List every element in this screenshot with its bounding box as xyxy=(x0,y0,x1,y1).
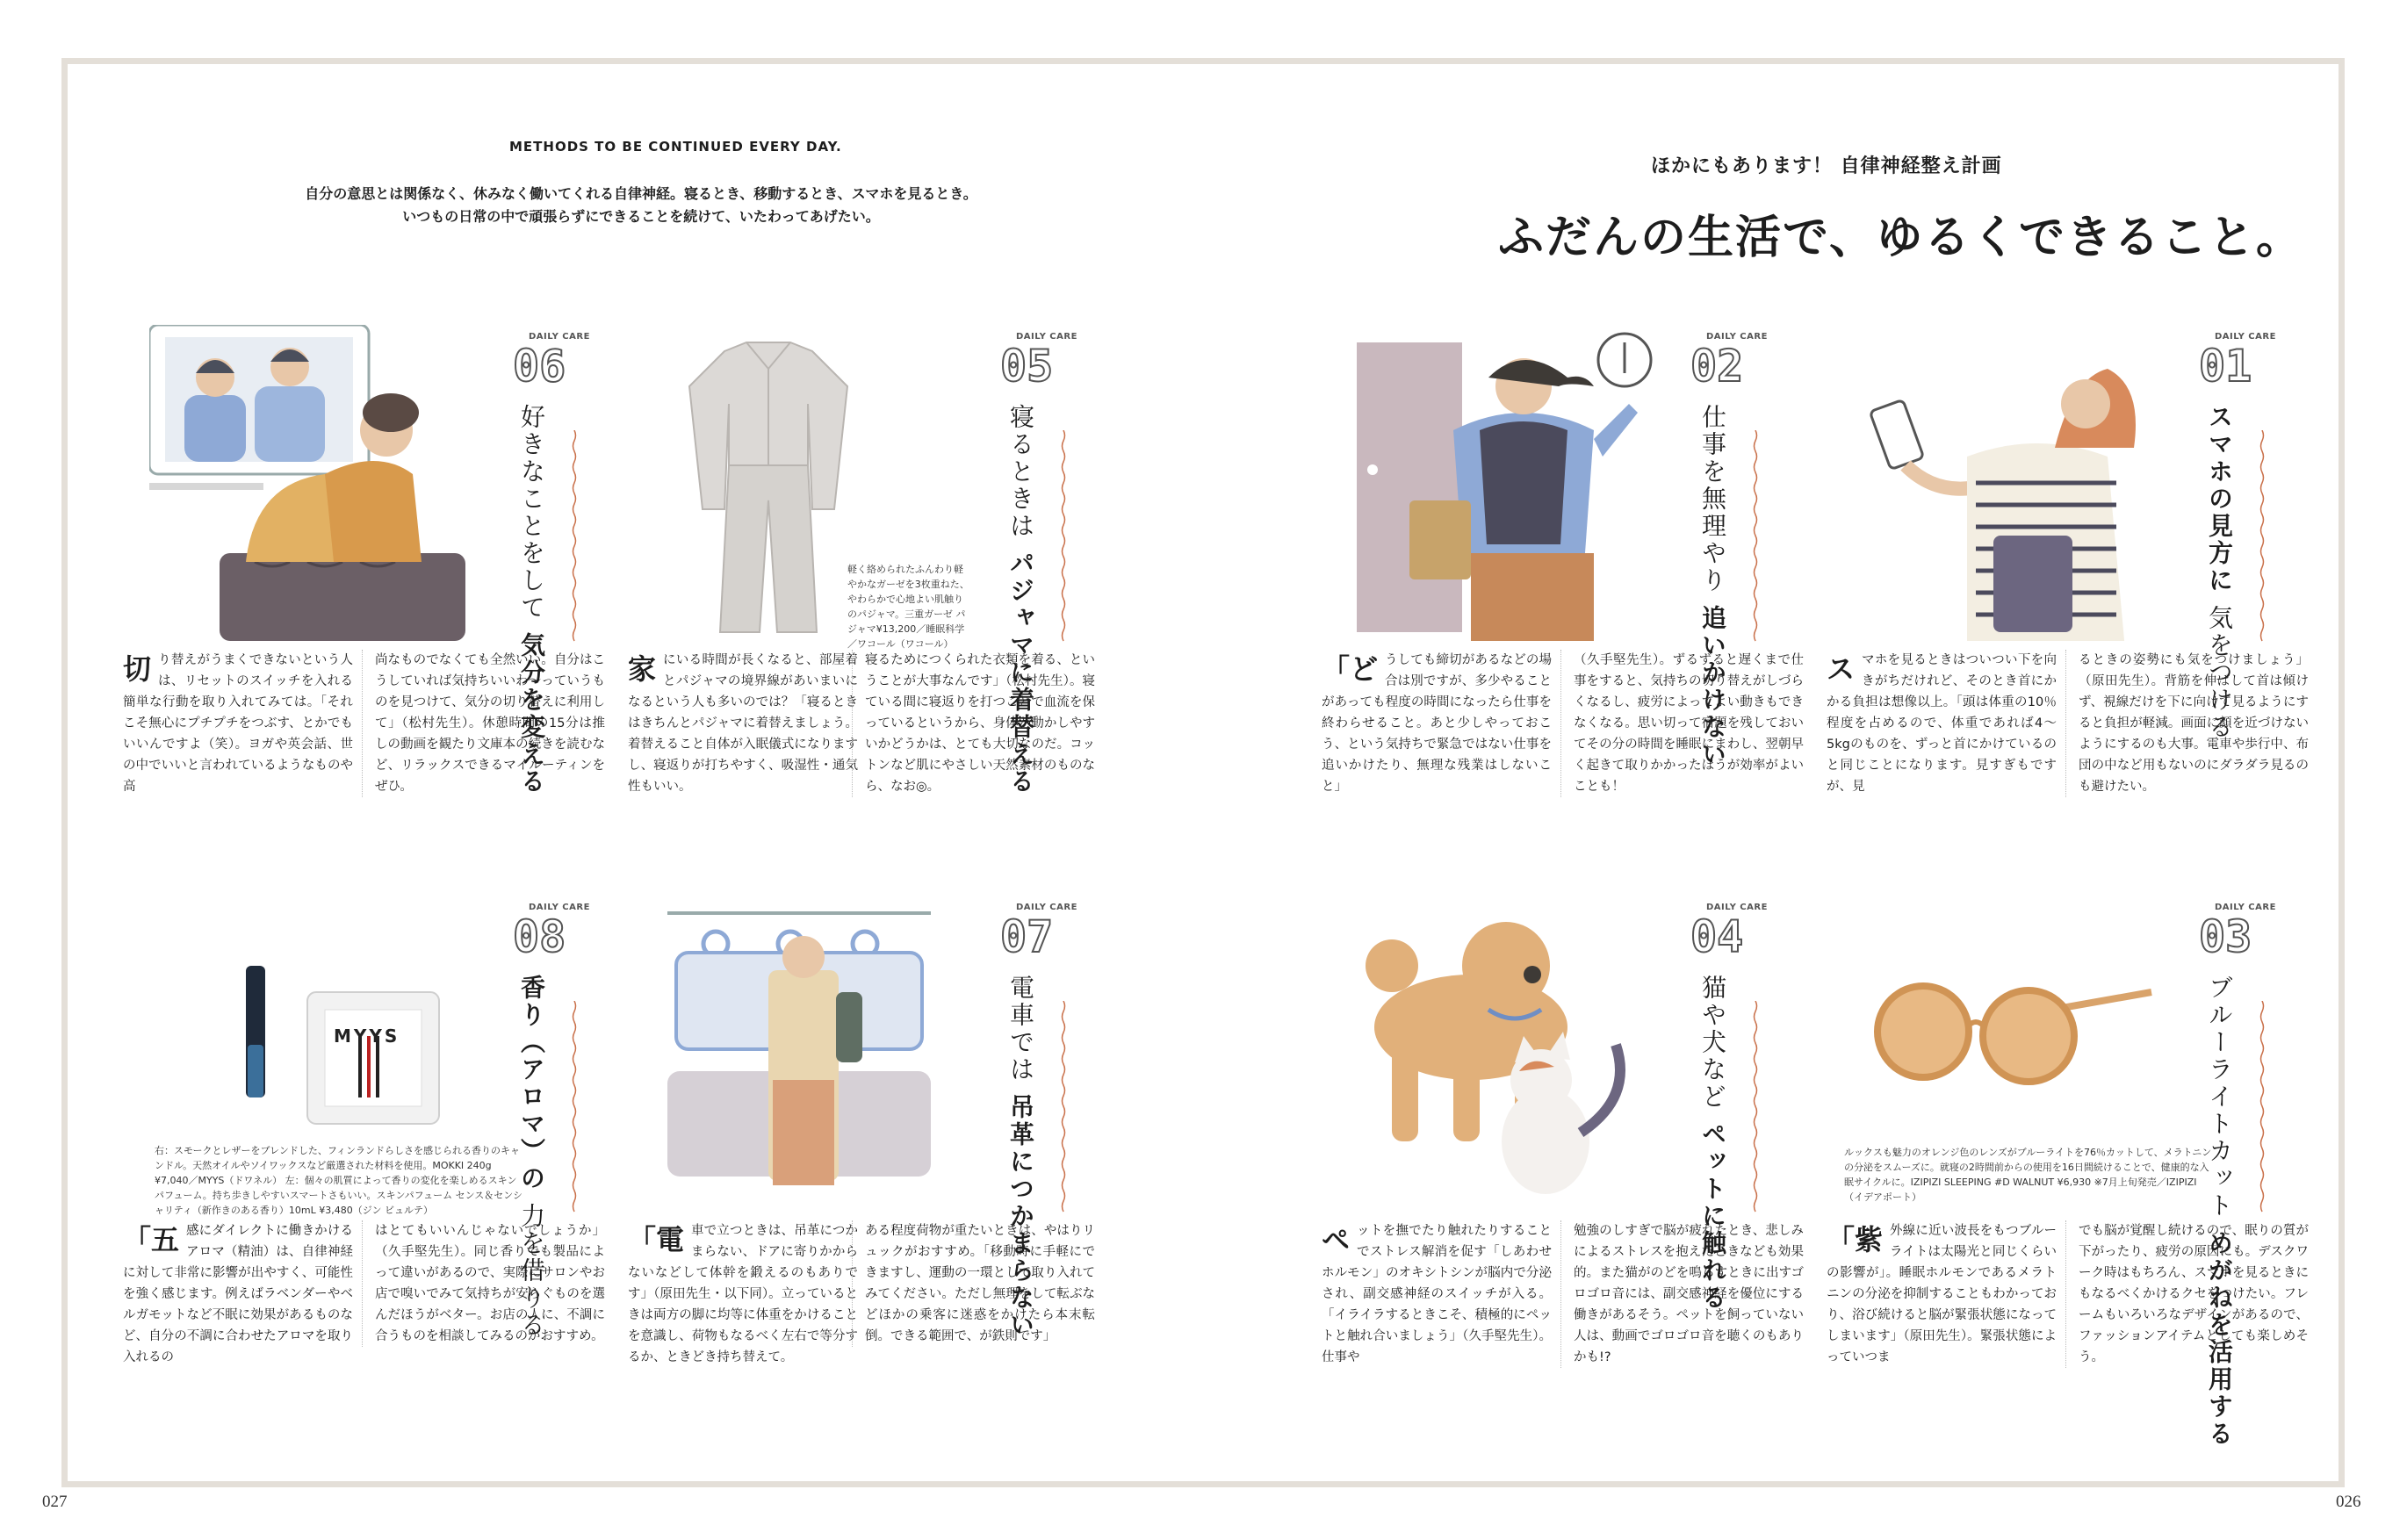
section-01 xyxy=(1827,325,2336,852)
intro-japanese: 自分の意思とは関係なく、休みなく働いてくれる自律神経。寝るとき、移動するとき、スマホを見るとき。 いつもの日常の中で頑張らずにできることを続けて、いたわってあげたい。 xyxy=(305,185,977,225)
section-number: 06 xyxy=(513,341,566,392)
wavy-divider xyxy=(1061,430,1066,650)
wavy-divider xyxy=(572,430,577,650)
wavy-divider xyxy=(1061,1001,1066,1220)
body-col-1: 「紫外線に近い波長をもつブルーライトは太陽光と同じくらいの影響が」。睡眠ホルモンであるメラトニンの分泌を抑制することもわかっており、浴び続けると脳が緊張状態になってしまいます」（原田先生）。緊張状態によっていつま xyxy=(1827,1223,2057,1364)
section-number: 01 xyxy=(2199,341,2252,392)
smartphone-user-illustration xyxy=(1862,342,2151,641)
daily-care-label: DAILY CARE xyxy=(1016,332,1077,342)
heading-main: ふだんの生活で、ゆるくできること。 xyxy=(1498,212,2303,264)
body-col-2: るときの姿勢にも気をつけましょう」（原田先生）。背筋を伸ばして首は傾けず、視線だけを下に向けて見るようにすると負担が軽減。画面に顔を近づけないようにするのも大事。電車や歩行中、布団の中など用もないのにダラダラ見るのも避けたい。 xyxy=(2065,650,2309,797)
page-number-left: 027 xyxy=(42,1493,68,1511)
intro-english: METHODS TO BE CONTINUED EVERY DAY. xyxy=(509,139,842,155)
wavy-divider xyxy=(1753,1001,1758,1220)
section-05 xyxy=(628,325,1137,852)
section-07 xyxy=(628,896,1137,1422)
body-col-2: （久手堅先生）。ずるずると遅くまで仕事をすると、気持ちの切り替えがしづらくなるし、疲労によってよい動きもできなくなる。思い切って宿題を残しておいてその分の時間を睡眠にまわし、翌朝早く起きて取りかかったほうが効率がよいことも！ xyxy=(1560,650,1804,797)
candle-brand: MYYS xyxy=(334,1025,400,1047)
daily-care-label: DAILY CARE xyxy=(2215,332,2276,342)
section-title: 寝るときは パジャマに着替える xyxy=(1006,404,1035,795)
heading-sub: ほかにもあります！ 自律神経整え計画 xyxy=(1651,155,2002,177)
wavy-divider xyxy=(1753,430,1758,650)
section-number: 08 xyxy=(513,911,566,962)
body-col-1: ペットを撫でたり触れたりすることでストレス解消を促す「しあわせホルモン」のオキシトシンが脳内で分泌され、副交感神経のスイッチが入る。「イライラするときこそ、積極的にペットと触れ合いましょう」（久手堅先生）。仕事や xyxy=(1322,1223,1552,1364)
section-08 xyxy=(123,896,632,1422)
daily-care-label: DAILY CARE xyxy=(1706,332,1768,342)
train-commuter-illustration xyxy=(667,904,931,1212)
bluelight-glasses-illustration xyxy=(1870,975,2160,1097)
office-worker-illustration xyxy=(1357,325,1690,641)
page-number-right: 026 xyxy=(2336,1493,2361,1511)
daily-care-label: DAILY CARE xyxy=(529,903,590,912)
pajama-caption: 軽く絡められたふんわり軽やかなガーゼを3枚重ねた、やわらかで心地よい肌触りのパジャマ。三重ガーゼ パジャマ¥13,200／睡眠科学／ワコール（ワコール） xyxy=(847,564,969,650)
section-number: 07 xyxy=(1000,911,1054,962)
section-03 xyxy=(1827,896,2336,1448)
body-col-1: 「電車で立つときは、吊革につかまらない、ドアに寄りかからないなどして体幹を鍛えるのもありです」（原田先生・以下同）。立っているときは両方の脚に均等に体重をかけることを意識し、荷物もなるべく左右で等分するか、ときどき持ち替えて。 xyxy=(628,1223,858,1364)
body-col-2: 勉強のしすぎで脳が疲れたとき、悲しみによるストレスを抱えたときなども効果的。また猫がのどを鳴らすときに出すゴロゴロ音には、副交感神経を優位にする働きがあるそう。ペットを飼っていない人は、動画でゴロゴロ音を聴くのもありかも!? xyxy=(1560,1220,1804,1368)
section-number: 02 xyxy=(1690,341,1744,392)
daily-care-label: DAILY CARE xyxy=(1016,903,1077,912)
section-number: 04 xyxy=(1690,911,1744,962)
section-title: 仕事を無理やり 追いかけない xyxy=(1698,404,1727,768)
body-col-1: スマホを見るときはついつい下を向きがちだけれど、そのとき首にかかる負担は想像以上。「頭は体重の10％程度を占めるので、体重であれば4〜5kgのものを、ずっと首にかけているのと同じことになります。見すぎもですが、見 xyxy=(1827,652,2057,794)
wavy-divider xyxy=(572,1001,577,1220)
dog-and-cat-illustration xyxy=(1357,913,1673,1212)
section-title: ブルーライトカット めがねを活用する xyxy=(2205,975,2234,1448)
section-number: 03 xyxy=(2199,911,2252,962)
pajama-illustration xyxy=(681,334,856,641)
section-title: 香り（アロマ）の 力を借りる xyxy=(517,975,546,1339)
section-title: 好きなことをして 気分を変える xyxy=(517,404,546,795)
body-col-1: 切り替えがうまくできないという人は、リセットのスイッチを入れる簡単な行動を取り入れてみては。「それこそ無心にプチプチをつぶす、とかでもいいんですよ（笑）。ヨガや英会話、世の中でいいと言われているようなものや高 xyxy=(123,652,353,794)
body-col-1: 「五感にダイレクトに働きかけるアロマ（精油）は、自律神経に対して非常に影響が出やすく、可能性を強く感じます。例えばラベンダーやベルガモットなど不眠に効果があるものなど、自分の不調に合わせたアロマを取り入れるの xyxy=(123,1223,353,1364)
daily-care-label: DAILY CARE xyxy=(2215,903,2276,912)
tv-watching-illustration xyxy=(149,325,518,641)
body-col-2: ある程度荷物が重たいときは、やはりリュックがおすすめ。「移動時に手軽にできますし、運動の一環として取り入れてみてください。ただし無理をして転ぶなどほかの乗客に迷惑をかけたら本末転倒。できる範囲で、が鉄則です」 xyxy=(852,1220,1095,1347)
body-col-1: 家にいる時間が長くなると、部屋着とパジャマの境界線があいまいになるという人も多いのでは？「寝るときはきちんとパジャマに着替えましょう。着替えること自体が入眠儀式になりますし、寝返りが打ちやすく、吸湿性・通気性もいい。 xyxy=(628,652,858,794)
body-col-2: 寝るためにつくられた衣類を着る、ということが大事なんです」（松村先生）。寝ている間に寝返りを打つことで血流を保っているというから、身体が動かしやすいかどうかは、とても大切なのだ。コットンなど肌にやさしい天然素材のものなら、なお◎。 xyxy=(852,650,1095,797)
wavy-divider xyxy=(2259,1001,2265,1220)
section-title: 猫や犬など ペットに触れる xyxy=(1698,975,1727,1312)
section-number: 05 xyxy=(1000,341,1054,392)
section-06 xyxy=(123,325,632,852)
glasses-caption: ルックスも魅力のオレンジ色のレンズがブルーライトを76％カットして、メラトニンの分泌をスムーズに。就寝の2時間前からの使用を16日間続けることで、健康的な入眠サイクルに。IZIPIZI SLEEPING #D WALNUT ¥6,930 ※7月上旬発売／IZIPIZI（イデアポート） xyxy=(1844,1147,2212,1203)
daily-care-label: DAILY CARE xyxy=(1706,903,1768,912)
body-col-2: でも脳が覚醒し続けるので、眠りの質が下がったり、疲労の原因にも。デスクワーク時はもちろん、スマホを見るときにもなるべくかけるクセをつけたい。フレームもいろいろなデザインがあるので、ファッションアイテムとしても楽しめそう。 xyxy=(2065,1220,2309,1368)
body-col-2: 尚なものでなくても全然いい。自分はこうしていれば気持ちいいわ〜っていうものを見つけて、気分の切り替えに利用して」（松村先生）。休憩時間の15分は推しの動画を観たり文庫本の続きを読むなど、リラックスできるマイルーティンをぜひ。 xyxy=(362,650,605,797)
aroma-caption: 右：スモークとレザーをブレンドした、フィンランドらしさを感じられる香りのキャンドル。天然オイルやソイワックスなど厳選された材料を使用。MOKKI 240g ¥7,040／MYYS（ドワネル） 左：個々の肌質によって香りの変化を楽しめるスキンパフューム。持ち歩きしやすいスマートさもいい。スキンパフューム センス＆センシャリティ（新作きのある香り）10mL ¥3,480（ジン ビュルテ） xyxy=(155,1145,523,1216)
section-title: 電車では 吊革につかまらない xyxy=(1006,975,1035,1339)
body-col-1: 「どうしても締切があるなどの場合は別ですが、多少やることがあっても程度の時間になったら仕事を終わらせること。あと少しやっておこう、という気持ちで緊急ではない仕事を追いかけたり、無理な残業はしないこと」 xyxy=(1322,652,1552,794)
section-title: スマホの見方に 気をつける xyxy=(2205,404,2234,741)
section-04 xyxy=(1322,896,1831,1422)
wavy-divider xyxy=(2259,430,2265,650)
daily-care-label: DAILY CARE xyxy=(529,332,590,342)
section-02 xyxy=(1322,325,1831,852)
body-col-2: はとてもいいんじゃないでしょうか」（久手堅先生）。同じ香りでも製品によって違いがあるので、実際にサロンやお店で嗅いでみて気持ちが安らぐものを選んだほうがベター。お店の人に、不調に合うものを相談してみるのがおすすめ。 xyxy=(362,1220,605,1347)
